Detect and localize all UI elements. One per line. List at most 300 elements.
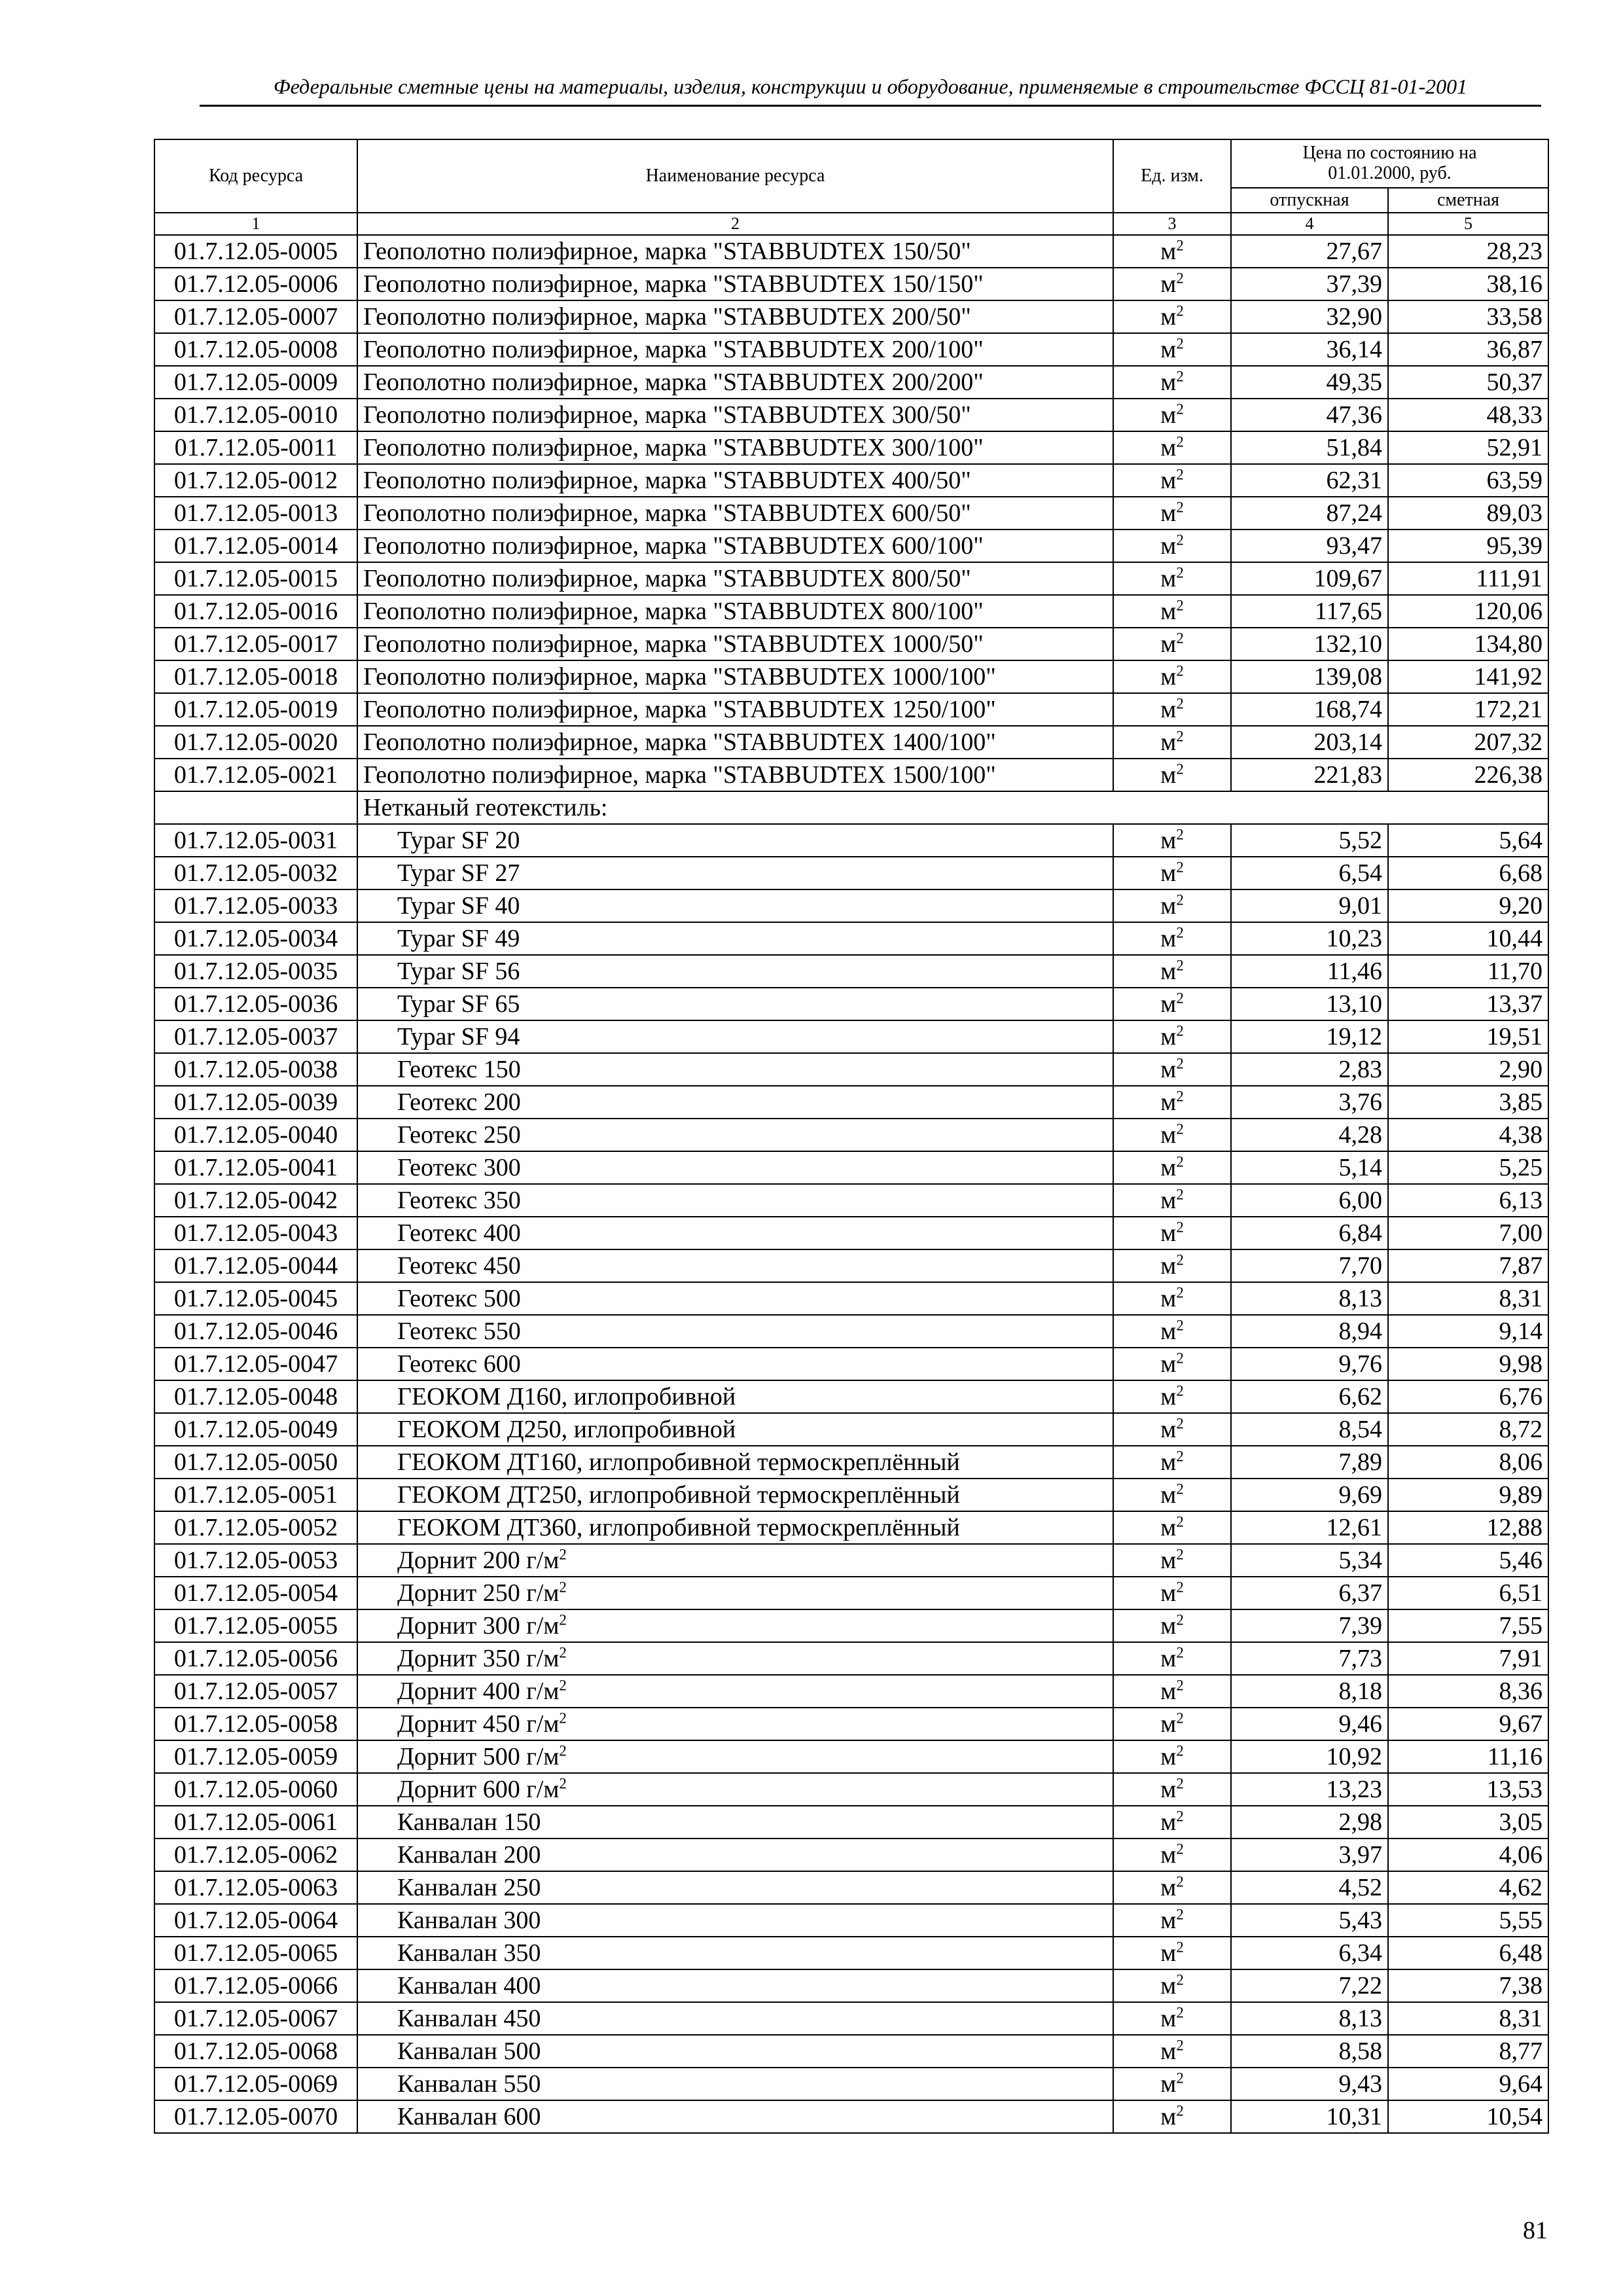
resource-name [357,824,1113,857]
col-number-2: 2 [357,213,1113,235]
unit-superscript: 2 [1176,630,1184,647]
resource-code: 01.7.12.05-0036 [154,988,357,1020]
unit-cell [1113,1871,1231,1904]
estimate-price: 6,76 [1388,1380,1548,1413]
name-superscript: 2 [559,1611,567,1628]
estimate-price: 3,05 [1388,1806,1548,1839]
unit-text: м [1160,1874,1177,1901]
resource-name [357,2035,1113,2068]
resource-name-text: Канвалан 250 [397,1874,541,1901]
unit-text: м [1160,1776,1177,1803]
name-superscript: 2 [559,1546,567,1563]
unit-superscript: 2 [1176,1775,1184,1792]
resource-code: 01.7.12.05-0045 [154,1282,357,1315]
release-price: 2,83 [1231,1053,1388,1086]
resource-name [357,333,1113,366]
resource-code: 01.7.12.05-0046 [154,1315,357,1348]
estimate-price: 10,54 [1388,2100,1548,2133]
unit-cell [1113,988,1231,1020]
resource-code: 01.7.12.05-0063 [154,1871,357,1904]
unit-text: м [1160,2070,1177,2098]
header-name: Наименование ресурса [357,139,1113,213]
table-row [154,2035,1548,2068]
resource-name-text: Геополотно полиэфирное, марка "STABBUDTEX 400/50" [363,467,971,494]
resource-name-text: Геотекс 150 [397,1056,521,1083]
unit-superscript: 2 [1176,237,1184,254]
release-price: 10,23 [1231,922,1388,955]
resource-name [357,628,1113,660]
resource-name-text: Typar SF 65 [397,990,520,1018]
resource-name [357,1904,1113,1937]
estimate-price: 5,25 [1388,1151,1548,1184]
name-superscript: 2 [559,1579,567,1596]
section-code-empty [154,791,357,824]
estimate-price: 8,06 [1388,1446,1548,1479]
unit-text: м [1160,1612,1177,1640]
resource-code: 01.7.12.05-0017 [154,628,357,660]
unit-superscript: 2 [1176,1480,1184,1498]
unit-text: м [1160,761,1177,789]
estimate-price: 7,91 [1388,1642,1548,1675]
unit-cell [1113,300,1231,333]
unit-cell [1113,1479,1231,1511]
table-row [154,1315,1548,1348]
unit-cell [1113,1675,1231,1708]
resource-code: 01.7.12.05-0060 [154,1773,357,1806]
resource-name [357,497,1113,529]
release-price: 36,14 [1231,333,1388,366]
unit-cell [1113,1969,1231,2002]
table-row [154,1937,1548,1969]
unit-cell [1113,562,1231,595]
resource-code: 01.7.12.05-0049 [154,1413,357,1446]
table-row [154,988,1548,1020]
table-row [154,268,1548,300]
unit-cell [1113,1577,1231,1609]
resource-code: 01.7.12.05-0012 [154,464,357,497]
release-price: 6,54 [1231,857,1388,889]
estimate-price: 6,48 [1388,1937,1548,1969]
resource-name [357,1446,1113,1479]
unit-superscript: 2 [1176,302,1184,319]
estimate-price: 8,31 [1388,2002,1548,2035]
resource-name-text: Геотекс 300 [397,1154,521,1181]
resource-code: 01.7.12.05-0053 [154,1544,357,1577]
resource-code: 01.7.12.05-0067 [154,2002,357,2035]
resource-name [357,1315,1113,1348]
page-number: 81 [1523,2217,1548,2244]
unit-text: м [1160,368,1177,396]
unit-superscript: 2 [1176,826,1184,843]
estimate-price: 9,14 [1388,1315,1548,1348]
resource-name [357,2068,1113,2100]
resource-name [357,431,1113,464]
table-row [154,1020,1548,1053]
resource-code: 01.7.12.05-0011 [154,431,357,464]
release-price: 2,98 [1231,1806,1388,1839]
unit-cell [1113,235,1231,268]
unit-cell [1113,1217,1231,1249]
estimate-price: 38,16 [1388,268,1548,300]
unit-text: м [1160,1710,1177,1738]
table-row [154,693,1548,726]
resource-name [357,1969,1113,2002]
estimate-price: 2,90 [1388,1053,1548,1086]
unit-superscript: 2 [1176,1513,1184,1530]
unit-superscript: 2 [1176,1677,1184,1694]
resource-code: 01.7.12.05-0059 [154,1740,357,1773]
resource-name [357,759,1113,791]
estimate-price: 28,23 [1388,235,1548,268]
unit-cell [1113,1642,1231,1675]
unit-text: м [1160,827,1177,854]
unit-text: м [1160,2005,1177,2032]
estimate-price: 7,87 [1388,1249,1548,1282]
release-price: 8,13 [1231,2002,1388,2035]
unit-superscript: 2 [1176,1284,1184,1301]
unit-cell [1113,1609,1231,1642]
unit-superscript: 2 [1176,1808,1184,1825]
price-table [154,139,1549,2134]
resource-name-text: Геополотно полиэфирное, марка "STABBUDTEX 200/100" [363,336,984,363]
table-row [154,1675,1548,1708]
release-price: 13,10 [1231,988,1388,1020]
resource-name-text: Геополотно полиэфирное, марка "STABBUDTEX 200/200" [363,368,984,396]
unit-superscript: 2 [1176,1840,1184,1857]
unit-cell [1113,1544,1231,1577]
resource-code: 01.7.12.05-0056 [154,1642,357,1675]
unit-cell [1113,1773,1231,1806]
unit-text: м [1160,1481,1177,1509]
unit-superscript: 2 [1176,2037,1184,2054]
unit-text: м [1160,1645,1177,1672]
resource-name [357,1871,1113,1904]
table-row [154,1969,1548,2002]
table-row [154,2002,1548,2035]
release-price: 7,39 [1231,1609,1388,1642]
table-row [154,562,1548,595]
release-price: 32,90 [1231,300,1388,333]
unit-cell [1113,824,1231,857]
release-price: 5,14 [1231,1151,1388,1184]
release-price: 7,70 [1231,1249,1388,1282]
unit-cell [1113,2068,1231,2100]
table-row [154,922,1548,955]
release-price: 10,31 [1231,2100,1388,2133]
resource-name [357,1479,1113,1511]
resource-name-text: Геотекс 200 [397,1088,521,1116]
unit-text: м [1160,1907,1177,1934]
resource-name [357,1740,1113,1773]
release-price: 139,08 [1231,660,1388,693]
resource-name-text: Typar SF 40 [397,892,520,920]
unit-text: м [1160,499,1177,527]
estimate-price: 5,55 [1388,1904,1548,1937]
unit-cell [1113,1020,1231,1053]
unit-text: м [1160,532,1177,560]
unit-superscript: 2 [1176,1382,1184,1399]
resource-code: 01.7.12.05-0042 [154,1184,357,1217]
release-price: 8,18 [1231,1675,1388,1708]
resource-code: 01.7.12.05-0009 [154,366,357,399]
unit-superscript: 2 [1176,401,1184,418]
resource-code: 01.7.12.05-0005 [154,235,357,268]
table-row [154,1544,1548,1577]
unit-superscript: 2 [1176,1546,1184,1563]
unit-text: м [1160,467,1177,494]
unit-cell [1113,464,1231,497]
estimate-price: 6,68 [1388,857,1548,889]
resource-name [357,1086,1113,1119]
unit-cell [1113,1249,1231,1282]
resource-name [357,1184,1113,1217]
resource-code: 01.7.12.05-0018 [154,660,357,693]
unit-text: м [1160,1121,1177,1149]
table-row [154,857,1548,889]
resource-name [357,1249,1113,1282]
resource-name-text: Typar SF 56 [397,958,520,985]
resource-name [357,1380,1113,1413]
section-label: Нетканый геотекстиль: [357,791,1548,824]
estimate-price: 4,62 [1388,1871,1548,1904]
name-superscript: 2 [559,1644,567,1661]
unit-superscript: 2 [1176,1873,1184,1890]
estimate-price: 52,91 [1388,431,1548,464]
estimate-price: 120,06 [1388,595,1548,628]
unit-superscript: 2 [1176,466,1184,483]
estimate-price: 6,13 [1388,1184,1548,1217]
resource-code: 01.7.12.05-0062 [154,1839,357,1871]
resource-code: 01.7.12.05-0057 [154,1675,357,1708]
unit-cell [1113,955,1231,988]
table-header [154,139,1548,235]
release-price: 62,31 [1231,464,1388,497]
resource-name-text: Геополотно полиэфирное, марка "STABBUDTEX 600/100" [363,532,984,560]
resource-name [357,1053,1113,1086]
header-estimate: сметная [1388,188,1548,213]
table-row [154,1904,1548,1937]
unit-text: м [1160,958,1177,985]
resource-name-text: Канвалан 400 [397,1972,541,2000]
unit-text: м [1160,2103,1177,2130]
unit-superscript: 2 [1176,1219,1184,1236]
resource-name [357,1119,1113,1151]
release-price: 9,01 [1231,889,1388,922]
resource-code: 01.7.12.05-0016 [154,595,357,628]
table-row [154,431,1548,464]
release-price: 132,10 [1231,628,1388,660]
resource-name [357,235,1113,268]
resource-name-text: Геотекс 350 [397,1187,521,1214]
estimate-price: 6,51 [1388,1577,1548,1609]
resource-code: 01.7.12.05-0033 [154,889,357,922]
resource-name-text: Typar SF 94 [397,1023,520,1050]
resource-name [357,1413,1113,1446]
unit-cell [1113,922,1231,955]
unit-superscript: 2 [1176,433,1184,450]
unit-superscript: 2 [1176,1971,1184,1988]
name-superscript: 2 [559,1775,567,1792]
table-row [154,1740,1548,1773]
resource-code: 01.7.12.05-0010 [154,399,357,431]
table-row [154,628,1548,660]
unit-cell [1113,2035,1231,2068]
resource-name-text: Геотекс 250 [397,1121,521,1149]
unit-text: м [1160,990,1177,1018]
resource-code: 01.7.12.05-0055 [154,1609,357,1642]
estimate-price: 9,67 [1388,1708,1548,1740]
unit-text: м [1160,663,1177,691]
release-price: 27,67 [1231,235,1388,268]
resource-name [357,889,1113,922]
resource-name-text: Typar SF 27 [397,859,520,887]
unit-cell [1113,366,1231,399]
release-price: 117,65 [1231,595,1388,628]
release-price: 49,35 [1231,366,1388,399]
resource-code: 01.7.12.05-0007 [154,300,357,333]
estimate-price: 4,06 [1388,1839,1548,1871]
unit-superscript: 2 [1176,1350,1184,1367]
resource-name-text: Геополотно полиэфирное, марка "STABBUDTEX 1500/100" [363,761,996,789]
release-price: 5,34 [1231,1544,1388,1577]
release-price: 51,84 [1231,431,1388,464]
release-price: 47,36 [1231,399,1388,431]
unit-text: м [1160,1023,1177,1050]
resource-code: 01.7.12.05-0038 [154,1053,357,1086]
unit-superscript: 2 [1176,2004,1184,2021]
estimate-price: 89,03 [1388,497,1548,529]
resource-code: 01.7.12.05-0008 [154,333,357,366]
estimate-price: 11,16 [1388,1740,1548,1773]
estimate-price: 7,55 [1388,1609,1548,1642]
unit-text: м [1160,1514,1177,1541]
resource-name-text: Геополотно полиэфирное, марка "STABBUDTEX 300/100" [363,434,984,461]
unit-text: м [1160,1743,1177,1770]
unit-text: м [1160,336,1177,363]
table-row [154,1053,1548,1086]
release-price: 168,74 [1231,693,1388,726]
resource-name-text: Геотекс 550 [397,1318,521,1345]
unit-superscript: 2 [1176,2070,1184,2087]
unit-text: м [1160,303,1177,331]
unit-cell [1113,595,1231,628]
running-header: Федеральные сметные цены на материалы, изделия, конструкции и оборудование, применяемые в строительстве ФССЦ 81-01-2001 [273,75,1468,98]
resource-code: 01.7.12.05-0047 [154,1348,357,1380]
unit-superscript: 2 [1176,891,1184,908]
estimate-price: 9,89 [1388,1479,1548,1511]
estimate-price: 172,21 [1388,693,1548,726]
release-price: 13,23 [1231,1773,1388,1806]
release-price: 19,12 [1231,1020,1388,1053]
resource-name-text: Typar SF 49 [397,925,520,952]
table-row [154,1773,1548,1806]
unit-cell [1113,1839,1231,1871]
unit-superscript: 2 [1176,1906,1184,1923]
resource-code: 01.7.12.05-0064 [154,1904,357,1937]
release-price: 4,28 [1231,1119,1388,1151]
resource-name-text: Дорнит 600 г/м [397,1776,560,1803]
resource-code: 01.7.12.05-0032 [154,857,357,889]
resource-name-text: Канвалан 150 [397,1808,541,1836]
estimate-price: 5,64 [1388,824,1548,857]
unit-superscript: 2 [1176,1611,1184,1628]
unit-cell [1113,497,1231,529]
estimate-price: 8,31 [1388,1282,1548,1315]
resource-name [357,1511,1113,1544]
unit-cell [1113,431,1231,464]
unit-superscript: 2 [1176,1022,1184,1039]
unit-superscript: 2 [1176,1186,1184,1203]
unit-cell [1113,1708,1231,1740]
estimate-price: 13,37 [1388,988,1548,1020]
resource-name-text: Канвалан 500 [397,2037,541,2065]
table-row [154,1119,1548,1151]
table-row [154,1348,1548,1380]
unit-text: м [1160,1383,1177,1410]
unit-cell [1113,1380,1231,1413]
unit-text: м [1160,565,1177,592]
unit-cell [1113,759,1231,791]
resource-name [357,1348,1113,1380]
resource-code: 01.7.12.05-0043 [154,1217,357,1249]
estimate-price: 3,85 [1388,1086,1548,1119]
table-row [154,1446,1548,1479]
unit-text: м [1160,1448,1177,1476]
unit-superscript: 2 [1176,957,1184,974]
unit-superscript: 2 [1176,597,1184,614]
unit-cell [1113,1937,1231,1969]
unit-cell [1113,1053,1231,1086]
unit-text: м [1160,1808,1177,1836]
resource-name [357,300,1113,333]
unit-superscript: 2 [1176,1415,1184,1432]
unit-text: м [1160,1154,1177,1181]
unit-text: м [1160,1939,1177,1967]
resource-name [357,726,1113,759]
release-price: 12,61 [1231,1511,1388,1544]
unit-cell [1113,726,1231,759]
name-superscript: 2 [559,1677,567,1694]
resource-name-text: ГЕОКОМ ДТ250, иглопробивной термоскреплённый [397,1481,960,1509]
unit-cell [1113,1184,1231,1217]
unit-superscript: 2 [1176,335,1184,352]
table-row [154,1577,1548,1609]
resource-name-text: Канвалан 350 [397,1939,541,1967]
estimate-price: 111,91 [1388,562,1548,595]
table-row [154,759,1548,791]
unit-cell [1113,1904,1231,1937]
unit-text: м [1160,925,1177,952]
release-price: 3,97 [1231,1839,1388,1871]
resource-name [357,1937,1113,1969]
table-row [154,2068,1548,2100]
estimate-price: 207,32 [1388,726,1548,759]
unit-cell [1113,268,1231,300]
estimate-price: 9,20 [1388,889,1548,922]
resource-code: 01.7.12.05-0034 [154,922,357,955]
resource-name-text: Геотекс 450 [397,1252,521,1280]
unit-cell [1113,529,1231,562]
unit-text: м [1160,1318,1177,1345]
resource-name-text: Дорнит 350 г/м [397,1645,560,1672]
release-price: 37,39 [1231,268,1388,300]
name-superscript: 2 [559,1742,567,1759]
resource-code: 01.7.12.05-0035 [154,955,357,988]
resource-code: 01.7.12.05-0051 [154,1479,357,1511]
unit-superscript: 2 [1176,499,1184,516]
unit-cell [1113,1446,1231,1479]
resource-code: 01.7.12.05-0069 [154,2068,357,2100]
